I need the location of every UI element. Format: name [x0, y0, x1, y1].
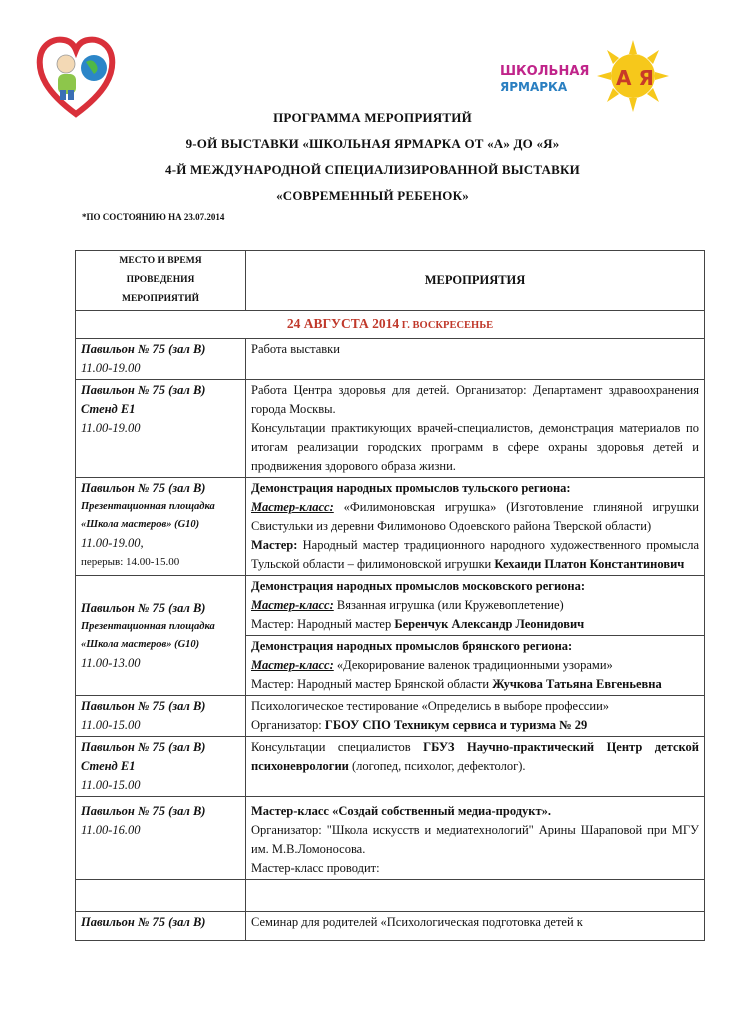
time: 11.00-16.00 [81, 823, 141, 837]
event-text: Мастер-класс проводит: [251, 861, 380, 875]
logo-word-1: ШКОЛЬНАЯ [500, 64, 590, 79]
time: 11.00-19.00 [81, 421, 141, 435]
masterclass-text: «Декорирование валенок традиционными узорами» [333, 658, 613, 672]
place-cell [76, 912, 246, 941]
master-label: Мастер: [251, 538, 298, 552]
event-cell [246, 380, 705, 478]
organizer-label: Организатор: [251, 718, 325, 732]
event-text: Работа Центра здоровья для детей. Организатор: Департамент здравоохранения города Москвы. [251, 383, 699, 416]
col1-header-l2: ПРОВЕДЕНИЯ [126, 275, 195, 285]
title-line-2: 9-ОЙ ВЫСТАВКИ «ШКОЛЬНАЯ ЯРМАРКА ОТ «А» ДО «Я» [185, 136, 560, 151]
table-row [76, 478, 705, 576]
masterclass-label: Мастер-класс: [251, 658, 334, 672]
event-text: Работа выставки [251, 342, 340, 356]
table-row-empty [76, 880, 705, 912]
table-row [76, 737, 705, 797]
place-cell [76, 478, 246, 576]
time: 11.00-19.00 [81, 361, 141, 375]
event-org: ГБУЗ Научно-практический Центр детской психоневрологии [251, 740, 699, 773]
place: Павильон № 75 (зал В) [81, 383, 206, 397]
event-cell [246, 339, 705, 380]
event-title: Мастер-класс «Создай собственный медиа-продукт». [251, 804, 552, 818]
event-cell [246, 797, 705, 880]
master-name: Жучкова Татьяна Евгеньевна [492, 677, 662, 691]
event-text: Психологическое тестирование «Определись в выборе профессии» [251, 699, 610, 713]
event-title: Демонстрация народных промыслов брянского региона: [251, 639, 573, 653]
day-row [76, 311, 705, 339]
event-text: Семинар для родителей «Психологическая подготовка детей к [251, 915, 583, 929]
title-line-1: ПРОГРАММА МЕРОПРИЯТИЙ [273, 110, 472, 125]
place-cell [76, 880, 246, 912]
masterclass-label: Мастер-класс: [251, 500, 334, 514]
place: Павильон № 75 (зал В) [81, 600, 206, 615]
time: 11.00-19.00, [81, 536, 144, 550]
col1-header [76, 251, 246, 311]
place: Павильон № 75 (зал В) [81, 915, 206, 929]
stand: Стенд Е1 [81, 402, 136, 416]
table-row [76, 576, 705, 636]
table-row [76, 339, 705, 380]
time: 11.00-13.00 [81, 655, 141, 670]
masterclass-label: Мастер-класс: [251, 598, 334, 612]
day-g: Г. [399, 320, 413, 331]
event-cell [246, 912, 705, 941]
event-cell [246, 478, 705, 576]
event-cell [246, 576, 705, 636]
event-text: Организатор: "Школа искусств и медиатехнологий" Арины Шараповой при МГУ им. М.В.Ломоносова. [251, 823, 699, 856]
left-logo-icon [36, 34, 116, 118]
master-name: Беренчук Александр Леонидович [394, 617, 585, 631]
organizer-name: ГБОУ СПО Техникум сервиса и туризма № 29 [324, 718, 588, 732]
place-cell [76, 380, 246, 478]
place-cell [76, 737, 246, 797]
title-line-4: «СОВРЕМЕННЫЙ РЕБЕНОК» [276, 188, 469, 203]
presentation-area: Презентационная площадка «Школа мастеров» (G10) [81, 501, 215, 530]
event-title: Демонстрация народных промыслов тульского региона: [251, 481, 571, 495]
place: Павильон № 75 (зал В) [81, 342, 206, 356]
time: 11.00-15.00 [81, 778, 141, 792]
col1-header-l3: МЕРОПРИЯТИЙ [122, 294, 199, 304]
status-note: *ПО СОСТОЯНИЮ НА 23.07.2014 [82, 212, 225, 222]
table-row [76, 797, 705, 880]
break-time: перерыв: 14.00-15.00 [81, 556, 180, 568]
event-text: Консультации специалистов [251, 740, 424, 754]
program-table [75, 250, 705, 941]
event-cell [246, 636, 705, 696]
place-cell [76, 797, 246, 880]
place: Павильон № 75 (зал В) [81, 804, 206, 818]
day-date: 24 АВГУСТА 2014 [286, 316, 400, 331]
table-row [76, 912, 705, 941]
event-text-end: (логопед, психолог, дефектолог). [348, 759, 526, 773]
time: 11.00-15.00 [81, 718, 141, 732]
col2-header: МЕРОПРИЯТИЯ [246, 251, 705, 311]
stand: Стенд Е1 [81, 759, 136, 773]
table-row [76, 696, 705, 737]
place: Павильон № 75 (зал В) [81, 740, 206, 754]
event-cell [246, 737, 705, 797]
day-heading [76, 311, 705, 339]
logo-word-2: ЯРМАРКА [500, 80, 568, 94]
place-cell [76, 696, 246, 737]
right-logo [498, 40, 678, 112]
event-title: Демонстрация народных промыслов московского региона: [251, 579, 586, 593]
masterclass-text: «Филимоновская игрушка» (Изготовление глиняной игрушки Свистульки из деревни Филимоново Одоевского района Тверской области) [251, 500, 699, 533]
master-name: Кехаиди Платон Константинович [494, 557, 685, 571]
master-text: Народный мастер традиционного народного художественного промысла Тульской области – филимоновской игрушки [251, 538, 699, 571]
day-weekday: ВОСКРЕСЕНЬЕ [412, 320, 494, 331]
place: Павильон № 75 (зал В) [81, 699, 206, 713]
place-cell [76, 339, 246, 380]
event-cell [246, 880, 705, 912]
place: Павильон № 75 (зал В) [81, 481, 206, 495]
presentation-area: Презентационная площадка «Школа мастеров» (G10) [81, 620, 215, 650]
masterclass-text: Вязанная игрушка (или Кружевоплетение) [333, 598, 564, 612]
col1-header-l1: МЕСТО И ВРЕМЯ [119, 256, 202, 266]
event-text: Консультации практикующих врачей-специалистов, демонстрация материалов по итогам реализации городских программ в сфере охраны здоровья детей и продвижения здорового образа жизни. [251, 421, 699, 473]
master-text: Мастер: Народный мастер Брянской области [251, 677, 493, 691]
place-cell [76, 576, 246, 696]
master-text: Мастер: Народный мастер [251, 617, 395, 631]
event-cell [246, 696, 705, 737]
title-line-3: 4-Й МЕЖДУНАРОДНОЙ СПЕЦИАЛИЗИРОВАННОЙ ВЫСТАВКИ [165, 162, 580, 177]
table-row [76, 380, 705, 478]
table-header-row [76, 251, 705, 311]
logo-mark: А Я [616, 66, 654, 90]
